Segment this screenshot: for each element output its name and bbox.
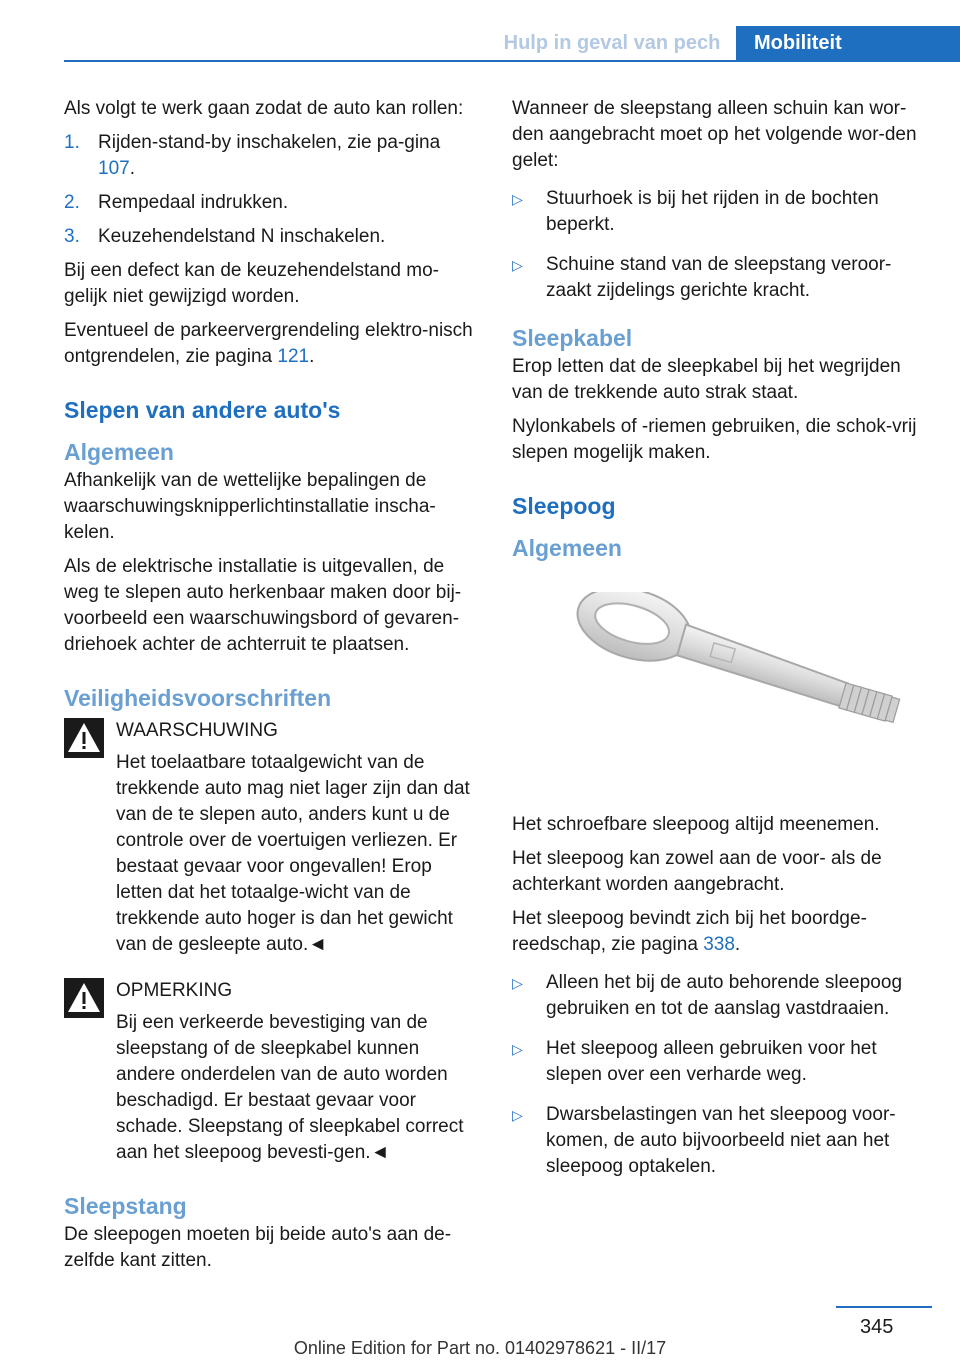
paragraph: Het schroefbare sleepoog altijd meenemen. <box>512 814 880 835</box>
paragraph: Erop letten dat de sleepkabel bij het wegrijden van de trekkende auto strak staat. <box>512 356 901 403</box>
header-rule <box>64 60 960 62</box>
steps-list <box>64 130 479 250</box>
unlock-text: Eventueel de parkeervergrendeling elektro-nisch ontgrendelen, zie pagina 121. <box>64 320 473 367</box>
paragraph: Het sleepoog kan zowel aan de voor- als de achterkant worden aangebracht. <box>512 848 882 895</box>
paragraph: Als de elektrische installatie is uitgevallen, de weg te slepen auto herkenbaar maken door bij-voorbeeld een waarschuwingsbord of gevaren-driehoek achter de achterruit te plaatsen. <box>64 556 462 655</box>
page-link[interactable]: 338 <box>703 934 735 955</box>
paragraph: Afhankelijk van de wettelijke bepalingen de waarschuwingsknipperlichtinstallatie inscha-kelen. <box>64 470 436 543</box>
page-link[interactable]: 107 <box>98 158 130 179</box>
warning-text: Het toelaatbare totaalgewicht van de trekkende auto mag niet lager zijn dan dat van de te slepen auto, anders kunt u de controle over de voertuigen verliezen. Er bestaat gevaar voor ongevallen! Erop letten dat het totaalge-wicht van de trekkende auto hoger is dan het gewicht van de gesleepte auto.◄ <box>116 752 470 955</box>
intro-text: Als volgt te werk gaan zodat de auto kan rollen: <box>64 98 464 119</box>
warning-block <box>64 718 479 958</box>
list-item: ▷ Dwarsbelastingen van het sleepoog voor-komen, de auto bijvoorbeeld niet aan het sleepoog optakelen. <box>512 1104 896 1177</box>
header-chapter-tab: Mobiliteit <box>736 26 960 60</box>
paragraph: Het sleepoog bevindt zich bij het boordge-reedschap, zie pagina 338. <box>512 908 867 955</box>
warning-title: WAARSCHUWING <box>116 720 278 741</box>
heading-algemeen: Algemeen <box>64 439 174 465</box>
heading-sleepkabel: Sleepkabel <box>512 325 633 351</box>
defect-text: Bij een defect kan de keuzehendelstand mo-gelijk niet gewijzigd worden. <box>64 260 439 307</box>
heading-sleepstang: Sleepstang <box>64 1193 187 1219</box>
tow-hook-image <box>544 592 924 772</box>
notice-block <box>64 978 479 1166</box>
bullet-list <box>512 970 922 1180</box>
notice-text: Bij een verkeerde bevestiging van de sleepstang of de sleepkabel kunnen andere onderdelen van de auto worden beschadigd. Er bestaat gevaar voor schade. Sleepstang of sleepkabel correct aan het sleepoog bevesti-gen.◄ <box>116 1012 464 1163</box>
bullet-list <box>512 186 922 304</box>
footer-rule <box>836 1306 932 1308</box>
left-column <box>64 96 479 1282</box>
intro-text: Wanneer de sleepstang alleen schuin kan wor-den aangebracht moet op het volgende wor-den gelet: <box>512 98 917 171</box>
warning-triangle-icon <box>64 978 104 1018</box>
heading-algemeen: Algemeen <box>512 535 622 561</box>
list-item: 3. Keuzehendelstand N inschakelen. <box>64 226 386 247</box>
header-section-title: Hulp in geval van pech <box>503 32 721 54</box>
list-item: 1. Rijden-stand-by inschakelen, zie pa-gina 107. <box>64 132 441 179</box>
list-arrow-icon: ▷ <box>512 975 523 991</box>
list-item: ▷ Alleen het bij de auto behorende sleepoog gebruiken en tot de aanslag vastdraaien. <box>512 972 903 1019</box>
warning-triangle-icon <box>64 718 104 758</box>
list-arrow-icon: ▷ <box>512 191 523 207</box>
page-number: 345 <box>860 1316 894 1338</box>
list-item: 2. Rempedaal indrukken. <box>64 192 289 213</box>
heading-sleepoog: Sleepoog <box>512 493 616 519</box>
right-column <box>512 96 922 1194</box>
paragraph: Nylonkabels of -riemen gebruiken, die schok-vrij slepen mogelijk maken. <box>512 416 917 463</box>
heading-veiligheid: Veiligheidsvoorschriften <box>64 685 332 711</box>
list-arrow-icon: ▷ <box>512 1041 523 1057</box>
list-item: ▷ Het sleepoog alleen gebruiken voor het slepen over een verharde weg. <box>512 1038 877 1085</box>
list-arrow-icon: ▷ <box>512 1107 523 1123</box>
page-link[interactable]: 121 <box>277 346 310 367</box>
paragraph: De sleepogen moeten bij beide auto's aan de-zelfde kant zitten. <box>64 1224 452 1271</box>
list-item: ▷ Stuurhoek is bij het rijden in de bochten beperkt. <box>512 188 879 235</box>
list-item: ▷ Schuine stand van de sleepstang veroor-zaakt zijdelings gerichte kracht. <box>512 254 892 301</box>
heading-slepen: Slepen van andere auto's <box>64 397 341 423</box>
footer-edition: Online Edition for Part no. 01402978621 - II/17 <box>293 1338 667 1358</box>
list-arrow-icon: ▷ <box>512 257 523 273</box>
notice-title: OPMERKING <box>116 980 233 1001</box>
